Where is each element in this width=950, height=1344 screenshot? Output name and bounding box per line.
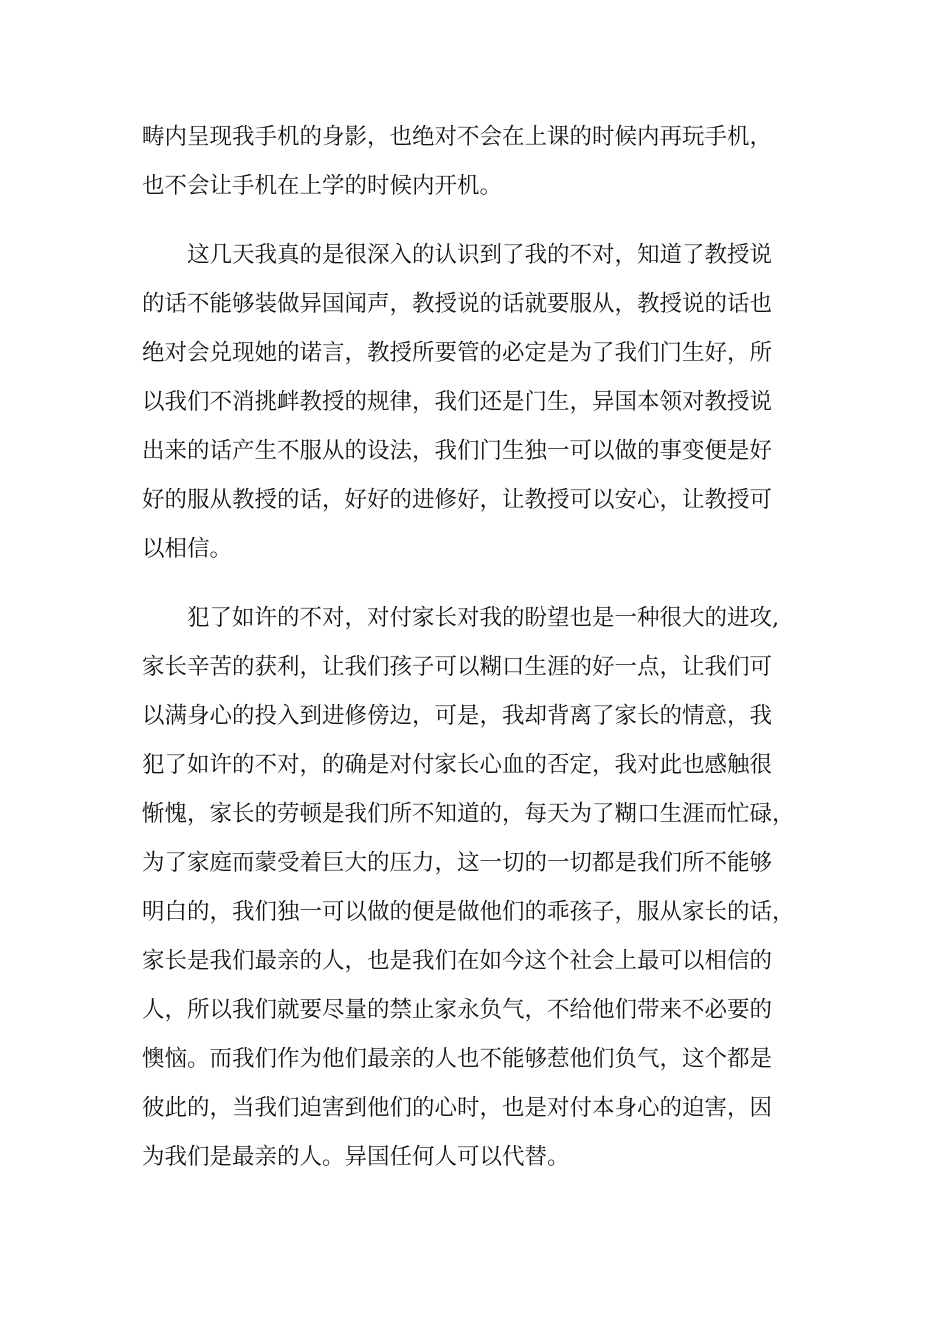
paragraph-line: 犯了如许的不对，对付家长对我的盼望也是一种很大的进攻, bbox=[142, 605, 780, 631]
paragraph-line: 懊恼。而我们作为他们最亲的人也不能够惹他们负气，这个都是 bbox=[142, 1046, 773, 1072]
paragraph-line: 犯了如许的不对，的确是对付家长心血的否定，我对此也感触很 bbox=[142, 752, 773, 778]
paragraph-line: 明白的，我们独一可以做的便是做他们的乖孩子，服从家长的话， bbox=[142, 899, 795, 925]
paragraph-line: 也不会让手机在上学的时候内开机。 bbox=[142, 173, 503, 199]
paragraph-line: 家长是我们最亲的人，也是我们在如今这个社会上最可以相信的 bbox=[142, 948, 773, 974]
paragraph-line: 绝对会兑现她的诺言，教授所要管的必定是为了我们门生好，所 bbox=[142, 340, 773, 366]
paragraph-2 bbox=[142, 231, 812, 574]
paragraph-line: 出来的话产生不服从的设法，我们门生独一可以做的事变便是好 bbox=[142, 438, 773, 464]
paragraph-line: 为我们是最亲的人。异国任何人可以代替。 bbox=[142, 1144, 570, 1170]
paragraph-line: 惭愧，家长的劳顿是我们所不知道的，每天为了糊口生涯而忙碌， bbox=[142, 801, 795, 827]
paragraph-line: 家长辛苦的获利，让我们孩子可以糊口生涯的好一点，让我们可 bbox=[142, 654, 773, 680]
paragraph-line: 这几天我真的是很深入的认识到了我的不对，知道了教授说 bbox=[142, 242, 773, 268]
paragraph-1 bbox=[142, 113, 812, 211]
paragraph-line: 好的服从教授的话，好好的进修好，让教授可以安心，让教授可 bbox=[142, 487, 773, 513]
paragraph-line: 为了家庭而蒙受着巨大的压力，这一切的一切都是我们所不能够 bbox=[142, 850, 773, 876]
paragraph-line: 彼此的，当我们迫害到他们的心时，也是对付本身心的迫害，因 bbox=[142, 1095, 773, 1121]
paragraph-line: 以我们不消挑衅教授的规律，我们还是门生，异国本领对教授说 bbox=[142, 389, 773, 415]
paragraph-3 bbox=[142, 594, 812, 1182]
paragraph-line: 以相信。 bbox=[142, 536, 233, 562]
paragraph-line: 以满身心的投入到进修傍边，可是，我却背离了家长的情意，我 bbox=[142, 703, 773, 729]
paragraph-line: 人，所以我们就要尽量的禁止家永负气，不给他们带来不必要的 bbox=[142, 997, 773, 1023]
paragraph-line: 的话不能够装做异国闻声，教授说的话就要服从，教授说的话也 bbox=[142, 291, 773, 317]
paragraph-line: 畴内呈现我手机的身影，也绝对不会在上课的时候内再玩手机， bbox=[142, 124, 773, 150]
